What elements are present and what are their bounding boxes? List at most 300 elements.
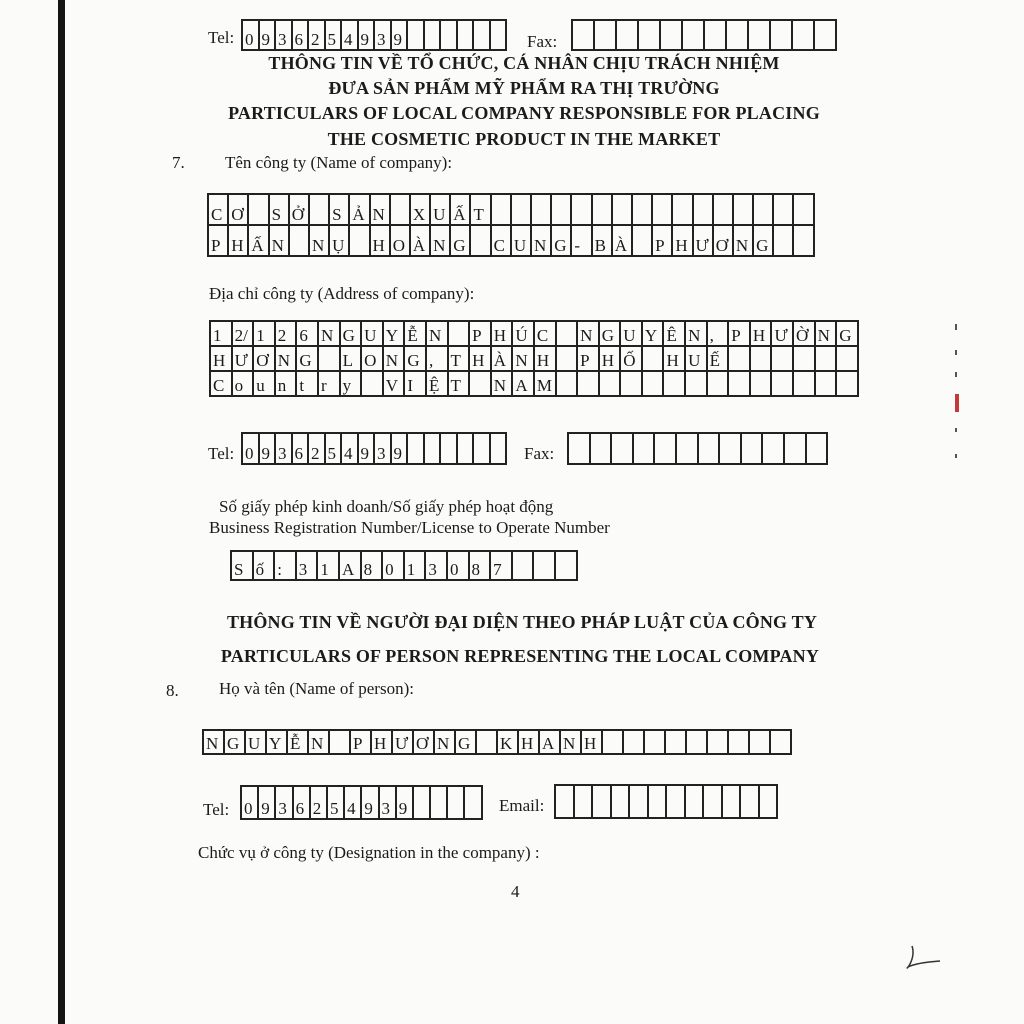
company-address-cell: , xyxy=(427,347,449,372)
top-fax-cell xyxy=(749,21,771,51)
company-address-cell xyxy=(470,372,492,397)
top-fax-grid xyxy=(571,19,837,51)
person-heading-en: PARTICULARS OF PERSON REPRESENTING THE LOCAL COMPANY xyxy=(220,646,820,666)
company-fax-cell xyxy=(569,434,591,465)
company-name-cell xyxy=(552,195,572,226)
company-address-cell xyxy=(664,372,686,397)
company-name-cell: P xyxy=(209,226,229,257)
company-name-cell xyxy=(673,195,693,226)
top-fax-cell xyxy=(815,21,837,51)
person-tel-cell: 3 xyxy=(380,787,397,820)
company-address-cell: A xyxy=(513,372,535,397)
company-address-cell: Ơ xyxy=(254,347,276,372)
company-heading-vi-2: ĐƯA SẢN PHẨM MỸ PHẨM RA THỊ TRƯỜNG xyxy=(328,78,720,98)
company-address-cell: N xyxy=(686,322,708,347)
company-address-cell: H xyxy=(664,347,686,372)
company-address-cell xyxy=(643,347,665,372)
top-fax-cell xyxy=(617,21,639,51)
company-address-cell: À xyxy=(492,347,514,372)
company-name-cell xyxy=(249,195,269,226)
company-address-cell: Ế xyxy=(708,347,730,372)
company-address-cell: N xyxy=(816,322,838,347)
company-name-cell: U xyxy=(431,195,451,226)
company-address-cell xyxy=(643,372,665,397)
company-address-cell: Y xyxy=(384,322,406,347)
company-name-cell xyxy=(350,226,370,257)
company-name-cell: C xyxy=(492,226,512,257)
person-tel-cell: 9 xyxy=(397,787,414,820)
company-address-cell xyxy=(449,322,471,347)
top-tel-cell: 4 xyxy=(342,21,359,51)
company-name-cell xyxy=(512,195,532,226)
person-heading-vi: THÔNG TIN VỀ NGƯỜI ĐẠI DIỆN THEO PHÁP LUẬT CỦA CÔNG TY xyxy=(226,612,818,632)
company-name-cell xyxy=(613,195,633,226)
company-address-cell xyxy=(600,372,622,397)
company-name-cell xyxy=(310,195,330,226)
company-name-cell xyxy=(794,226,814,257)
company-heading-en-2: THE COSMETIC PRODUCT IN THE MARKET xyxy=(327,129,721,149)
person-name-cell: H xyxy=(519,731,540,755)
person-email-cell xyxy=(667,786,686,819)
company-tel-cell: 2 xyxy=(309,434,326,465)
company-name-cell xyxy=(492,195,512,226)
company-address-cell: Ễ xyxy=(405,322,427,347)
top-tel-cell: 5 xyxy=(326,21,343,51)
person-name-cell: N xyxy=(204,731,225,755)
company-address-cell xyxy=(621,372,643,397)
company-address-cell: Ệ xyxy=(427,372,449,397)
top-fax-cell xyxy=(573,21,595,51)
company-address-cell: P xyxy=(470,322,492,347)
top-tel-cell: 9 xyxy=(359,21,376,51)
top-tel-cell xyxy=(491,21,508,51)
top-tel-cell xyxy=(474,21,491,51)
person-name-cell: N xyxy=(309,731,330,755)
company-address-cell xyxy=(772,347,794,372)
company-name-cell: - xyxy=(572,226,592,257)
person-email-cell xyxy=(630,786,649,819)
company-address-cell: M xyxy=(535,372,557,397)
company-address-cell: H xyxy=(535,347,557,372)
top-tel-cell xyxy=(441,21,458,51)
company-address-cell: U xyxy=(621,322,643,347)
person-tel-cell: 9 xyxy=(259,787,276,820)
top-fax-cell xyxy=(595,21,617,51)
top-tel-cell: 3 xyxy=(375,21,392,51)
company-address-cell: G xyxy=(297,347,319,372)
company-name-cell xyxy=(653,195,673,226)
company-tel-cell: 6 xyxy=(293,434,310,465)
company-fax-cell xyxy=(785,434,807,465)
top-fax-cell xyxy=(683,21,705,51)
person-name-cell: G xyxy=(225,731,246,755)
person-name-cell xyxy=(750,731,771,755)
company-fax-cell xyxy=(720,434,742,465)
company-address-cell xyxy=(557,347,579,372)
company-address-cell: , xyxy=(708,322,730,347)
company-address-cell: y xyxy=(341,372,363,397)
top-tel-cell xyxy=(458,21,475,51)
company-address-cell: G xyxy=(837,322,859,347)
person-email-cell xyxy=(741,786,760,819)
company-address-cell xyxy=(751,372,773,397)
company-name-cell: H xyxy=(371,226,391,257)
person-email-grid xyxy=(554,784,778,819)
company-address-cell xyxy=(837,347,859,372)
top-tel-cell: 9 xyxy=(260,21,277,51)
company-name-cell: X xyxy=(411,195,431,226)
top-tel-grid xyxy=(241,19,507,51)
company-name-cell xyxy=(714,195,734,226)
company-address-cell xyxy=(729,347,751,372)
company-tel-grid xyxy=(241,432,507,465)
top-fax-cell xyxy=(639,21,661,51)
company-address-cell: r xyxy=(319,372,341,397)
company-name-cell: N xyxy=(270,226,290,257)
license-cell: ố xyxy=(254,552,276,581)
license-cell: S xyxy=(232,552,254,581)
license-cell: A xyxy=(340,552,362,581)
company-fax-grid xyxy=(567,432,828,465)
license-cell: 8 xyxy=(362,552,384,581)
company-address-cell: Ú xyxy=(513,322,535,347)
top-fax-label: Fax: xyxy=(527,32,558,51)
top-tel-label: Tel: xyxy=(208,28,235,47)
top-fax-cell xyxy=(727,21,749,51)
person-email-cell xyxy=(575,786,594,819)
company-heading-vi-1: THÔNG TIN VỀ TỔ CHỨC, CÁ NHÂN CHỊU TRÁCH NHIỆM xyxy=(268,53,780,73)
company-name-cell xyxy=(391,195,411,226)
company-name-cell xyxy=(754,195,774,226)
person-tel-cell: 2 xyxy=(311,787,328,820)
company-fax-cell xyxy=(634,434,656,465)
company-address-cell: u xyxy=(254,372,276,397)
company-name-cell xyxy=(290,226,310,257)
company-address-cell: Ê xyxy=(664,322,686,347)
person-name-cell: N xyxy=(561,731,582,755)
person-name-cell xyxy=(624,731,645,755)
company-address-cell xyxy=(729,372,751,397)
company-address-cell xyxy=(319,347,341,372)
company-name-cell: Ơ xyxy=(229,195,249,226)
company-name-cell xyxy=(734,195,754,226)
person-email-cell xyxy=(760,786,779,819)
person-name-cell xyxy=(708,731,729,755)
company-address-cell xyxy=(816,372,838,397)
license-label-en: Business Registration Number/License to Operate Number xyxy=(209,518,610,537)
person-email-cell xyxy=(649,786,668,819)
company-fax-cell xyxy=(699,434,721,465)
company-name-cell: N xyxy=(734,226,754,257)
company-address-cell: N xyxy=(276,347,298,372)
top-fax-cell xyxy=(771,21,793,51)
person-email-cell xyxy=(556,786,575,819)
person-tel-cell xyxy=(448,787,465,820)
person-tel-cell xyxy=(431,787,448,820)
company-address-cell xyxy=(578,372,600,397)
company-name-cell: N xyxy=(310,226,330,257)
company-tel-cell: 4 xyxy=(342,434,359,465)
top-fax-cell xyxy=(661,21,683,51)
company-name-cell xyxy=(633,195,653,226)
top-tel-cell: 6 xyxy=(293,21,310,51)
company-address-cell: H xyxy=(600,347,622,372)
person-name-cell xyxy=(603,731,624,755)
person-name-cell: Ư xyxy=(393,731,414,755)
company-name-cell: C xyxy=(209,195,229,226)
page-number: 4 xyxy=(511,882,520,901)
company-address-cell: T xyxy=(449,347,471,372)
person-name-cell xyxy=(729,731,750,755)
company-address-cell: N xyxy=(427,322,449,347)
company-fax-cell xyxy=(655,434,677,465)
company-fax-label: Fax: xyxy=(524,444,555,463)
company-name-cell: Ơ xyxy=(714,226,734,257)
company-name-grid xyxy=(207,193,815,257)
company-name-cell: N xyxy=(371,195,391,226)
company-name-cell: S xyxy=(330,195,350,226)
company-tel-cell: 9 xyxy=(392,434,409,465)
company-address-cell: G xyxy=(600,322,622,347)
license-cell: 1 xyxy=(405,552,427,581)
company-fax-cell xyxy=(677,434,699,465)
top-tel-cell: 3 xyxy=(276,21,293,51)
company-address-cell: G xyxy=(341,322,363,347)
person-name-cell xyxy=(645,731,666,755)
company-address-cell: V xyxy=(384,372,406,397)
company-address-cell xyxy=(362,372,384,397)
person-tel-label: Tel: xyxy=(203,800,230,819)
person-name-cell: Ơ xyxy=(414,731,435,755)
company-address-cell: N xyxy=(319,322,341,347)
company-tel-cell xyxy=(474,434,491,465)
license-cell: 7 xyxy=(491,552,513,581)
person-name-cell: A xyxy=(540,731,561,755)
company-fax-cell xyxy=(763,434,785,465)
company-address-cell: n xyxy=(276,372,298,397)
company-name-cell: N xyxy=(431,226,451,257)
person-name-cell xyxy=(771,731,792,755)
designation-label: Chức vụ ở công ty (Designation in the company) : xyxy=(198,843,540,862)
company-address-cell xyxy=(816,347,838,372)
person-tel-cell: 6 xyxy=(294,787,311,820)
person-tel-cell: 9 xyxy=(362,787,379,820)
company-fax-cell xyxy=(591,434,613,465)
person-email-cell xyxy=(612,786,631,819)
company-name-cell: H xyxy=(229,226,249,257)
person-name-label: Họ và tên (Name of person): xyxy=(219,679,414,698)
person-email-cell xyxy=(686,786,705,819)
person-name-cell xyxy=(330,731,351,755)
company-tel-cell: 0 xyxy=(243,434,260,465)
company-name-cell: À xyxy=(613,226,633,257)
company-address-grid xyxy=(209,320,859,397)
company-address-cell: N xyxy=(513,347,535,372)
company-address-cell: H xyxy=(470,347,492,372)
company-name-cell xyxy=(633,226,653,257)
company-name-cell: Ở xyxy=(290,195,310,226)
top-fax-cell xyxy=(793,21,815,51)
person-tel-cell: 3 xyxy=(276,787,293,820)
company-address-cell: 1 xyxy=(254,322,276,347)
company-address-cell xyxy=(686,372,708,397)
company-address-cell xyxy=(751,347,773,372)
company-address-cell: O xyxy=(362,347,384,372)
person-name-cell xyxy=(477,731,498,755)
company-address-cell xyxy=(557,372,579,397)
company-address-cell xyxy=(708,372,730,397)
license-number-grid xyxy=(230,550,578,581)
person-tel-cell: 4 xyxy=(345,787,362,820)
company-name-cell xyxy=(593,195,613,226)
company-name-cell xyxy=(694,195,714,226)
company-address-cell xyxy=(794,347,816,372)
person-name-cell xyxy=(666,731,687,755)
license-cell: 3 xyxy=(297,552,319,581)
person-name-cell: H xyxy=(372,731,393,755)
company-name-cell: S xyxy=(270,195,290,226)
company-address-cell xyxy=(837,372,859,397)
company-address-cell: N xyxy=(492,372,514,397)
company-name-cell: Ư xyxy=(694,226,714,257)
company-name-cell: N xyxy=(532,226,552,257)
company-tel-cell xyxy=(458,434,475,465)
company-address-cell: o xyxy=(233,372,255,397)
company-name-cell xyxy=(774,195,794,226)
person-name-cell: N xyxy=(435,731,456,755)
person-name-cell: P xyxy=(351,731,372,755)
company-name-cell: Ả xyxy=(350,195,370,226)
person-name-cell xyxy=(687,731,708,755)
person-name-cell: U xyxy=(246,731,267,755)
license-label-vi: Số giấy phép kinh doanh/Số giấy phép hoạt động xyxy=(219,497,554,516)
company-name-cell xyxy=(572,195,592,226)
company-address-cell: H xyxy=(751,322,773,347)
company-address-cell: Y xyxy=(643,322,665,347)
company-tel-cell: 5 xyxy=(326,434,343,465)
item-number-7: 7. xyxy=(172,153,185,172)
company-name-cell: À xyxy=(411,226,431,257)
license-cell: 0 xyxy=(383,552,405,581)
company-tel-cell xyxy=(491,434,508,465)
company-address-cell: G xyxy=(405,347,427,372)
company-name-cell: O xyxy=(391,226,411,257)
person-tel-cell xyxy=(465,787,482,820)
company-name-cell: Ấ xyxy=(249,226,269,257)
license-cell xyxy=(534,552,556,581)
top-tel-cell: 0 xyxy=(243,21,260,51)
company-name-cell: H xyxy=(673,226,693,257)
company-address-cell: 6 xyxy=(297,322,319,347)
company-address-cell: Ư xyxy=(772,322,794,347)
person-email-cell xyxy=(704,786,723,819)
company-name-cell: G xyxy=(754,226,774,257)
company-tel-cell: 3 xyxy=(276,434,293,465)
company-tel-label: Tel: xyxy=(208,444,235,463)
company-address-cell: H xyxy=(492,322,514,347)
company-address-cell: 2/ xyxy=(233,322,255,347)
company-address-cell: L xyxy=(341,347,363,372)
person-email-cell xyxy=(593,786,612,819)
license-cell: 8 xyxy=(470,552,492,581)
person-tel-cell: 5 xyxy=(328,787,345,820)
company-address-cell: N xyxy=(384,347,406,372)
company-fax-cell xyxy=(742,434,764,465)
page-binding-edge xyxy=(58,0,65,1024)
company-fax-cell xyxy=(807,434,829,465)
person-name-cell: K xyxy=(498,731,519,755)
company-address-cell: H xyxy=(211,347,233,372)
company-name-cell: G xyxy=(451,226,471,257)
company-tel-cell xyxy=(441,434,458,465)
company-address-cell: Ờ xyxy=(794,322,816,347)
person-tel-cell: 0 xyxy=(242,787,259,820)
company-tel-cell xyxy=(425,434,442,465)
company-name-cell xyxy=(774,226,794,257)
license-cell: 3 xyxy=(426,552,448,581)
company-name-cell: G xyxy=(552,226,572,257)
company-name-cell: Ụ xyxy=(330,226,350,257)
company-address-cell: P xyxy=(578,347,600,372)
company-address-cell: Ố xyxy=(621,347,643,372)
company-name-cell: Ấ xyxy=(451,195,471,226)
company-tel-cell: 9 xyxy=(359,434,376,465)
person-email-label: Email: xyxy=(499,796,545,815)
company-address-cell: I xyxy=(405,372,427,397)
company-name-cell xyxy=(471,226,491,257)
company-address-cell: 1 xyxy=(211,322,233,347)
person-tel-cell xyxy=(414,787,431,820)
company-name-cell xyxy=(794,195,814,226)
company-address-label: Địa chỉ công ty (Address of company): xyxy=(209,284,475,303)
company-address-cell xyxy=(772,372,794,397)
company-address-cell: U xyxy=(686,347,708,372)
company-address-cell: C xyxy=(211,372,233,397)
person-tel-grid xyxy=(240,785,483,820)
company-address-cell: N xyxy=(578,322,600,347)
person-email-cell xyxy=(723,786,742,819)
person-name-grid xyxy=(202,729,792,755)
person-name-cell: Y xyxy=(267,731,288,755)
item-number-8: 8. xyxy=(166,681,179,700)
person-name-cell: Ễ xyxy=(288,731,309,755)
company-address-cell: 2 xyxy=(276,322,298,347)
company-name-label: Tên công ty (Name of company): xyxy=(225,153,453,172)
company-address-cell: U xyxy=(362,322,384,347)
top-tel-cell xyxy=(425,21,442,51)
company-heading-en-1: PARTICULARS OF LOCAL COMPANY RESPONSIBLE FOR PLACING xyxy=(228,103,820,123)
company-address-cell: t xyxy=(297,372,319,397)
company-address-cell xyxy=(794,372,816,397)
company-name-cell xyxy=(532,195,552,226)
license-cell xyxy=(513,552,535,581)
person-name-cell: G xyxy=(456,731,477,755)
person-name-cell: H xyxy=(582,731,603,755)
top-tel-cell xyxy=(408,21,425,51)
company-name-cell: T xyxy=(471,195,491,226)
license-cell xyxy=(556,552,578,581)
handwritten-initial xyxy=(898,940,948,976)
top-tel-cell: 9 xyxy=(392,21,409,51)
company-name-cell: B xyxy=(593,226,613,257)
company-tel-cell xyxy=(408,434,425,465)
top-fax-cell xyxy=(705,21,727,51)
company-fax-cell xyxy=(612,434,634,465)
company-address-cell: Ư xyxy=(233,347,255,372)
top-tel-cell: 2 xyxy=(309,21,326,51)
company-tel-cell: 3 xyxy=(375,434,392,465)
license-cell: : xyxy=(275,552,297,581)
